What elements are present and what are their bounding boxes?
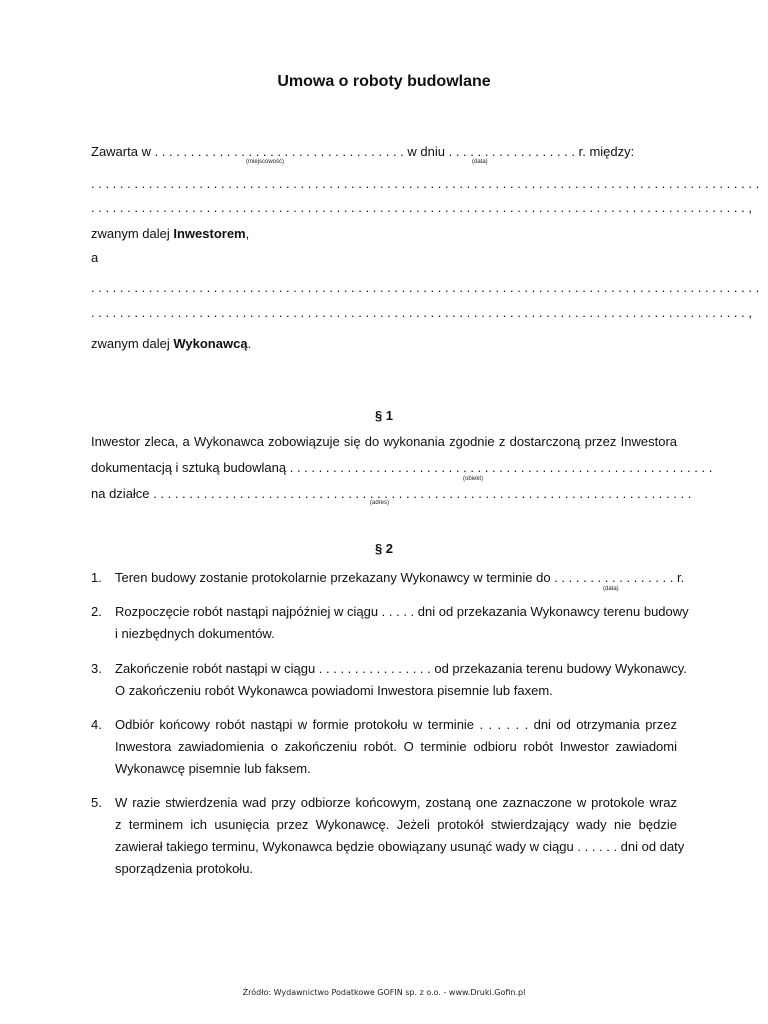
list-item-text: Rozpoczęcie robót nastąpi najpóźniej w ciągu . . . . . dni od przekazania Wykonawcy terenu budowy — [115, 604, 689, 619]
list-item-text: i niezbędnych dokumentów. — [115, 626, 275, 641]
date-caption: (data) — [472, 159, 488, 165]
list-item-text: O zakończeniu robót Wykonawca powiadomi Inwestora pisemnie lub faxem. — [115, 683, 553, 698]
contractor-dots-line-2: . . . . . . . . . . . . . . . . . . . . . . . . . . . . . . . . . . . . . . . . . . . . . . . . . . . . . . . . . . . . . . . . . . . . . . . . . . . . . . . . . . . . . . . . . . . , — [91, 305, 752, 320]
investor-dots-line-1: . . . . . . . . . . . . . . . . . . . . . . . . . . . . . . . . . . . . . . . . . . . . . . . . . . . . . . . . . . . . . . . . . . . . . . . . . . . . . . . . . . . . . . . . . . . . . — [91, 176, 760, 191]
list-item-text: W razie stwierdzenia wad przy odbiorze końcowym, zostaną one zaznaczone w protokole wraz — [115, 795, 677, 810]
contractor-designation — [91, 336, 251, 352]
list-item-number: 3. — [91, 661, 102, 676]
section-2-heading: § 2 — [374, 541, 394, 556]
list-item-text: Inwestora zawiadomienia o zakończeniu robót. O terminie odbioru robót Inwestor zawiadomi — [115, 739, 677, 754]
section-1-line-3: na działce . . . . . . . . . . . . . . . . . . . . . . . . . . . . . . . . . . . . . . . . . . . . . . . . . . . . . . . . . . . . . . . . . . . . . . . . . . . — [91, 486, 692, 501]
place-caption: (miejscowość) — [246, 159, 285, 165]
list-item-text: zawierał takiego terminu, Wykonawca będzie obowiązany usunąć wady w ciągu . . . . . . dni od daty — [115, 839, 685, 854]
list-item-text: z terminem ich usunięcia przez Wykonawcę. Jeżeli protokół stwierdzający wady nie będzie — [115, 817, 677, 832]
list-item-number: 4. — [91, 717, 102, 732]
date-caption: (data) — [603, 586, 619, 592]
investor-prefix: zwanym dalej — [91, 226, 174, 241]
list-item-text: Odbiór końcowy robót nastąpi w formie protokołu w terminie . . . . . . dni od otrzymania przez — [115, 717, 677, 732]
contractor-term: Wykonawcą — [173, 336, 248, 351]
investor-suffix: , — [245, 226, 250, 241]
section-1-line-2: dokumentacją i sztuką budowlaną . . . . . . . . . . . . . . . . . . . . . . . . . . . . . . . . . . . . . . . . . . . . . . . . . . . . . . . . . . . — [91, 460, 713, 475]
list-item-text: Zakończenie robót nastąpi w ciągu . . . . . . . . . . . . . . . . od przekazania terenu budowy Wykonawcy. — [115, 661, 687, 676]
investor-designation — [91, 226, 249, 242]
list-item-text: sporządzenia protokołu. — [115, 861, 254, 876]
contractor-suffix: . — [247, 336, 252, 351]
list-item-number: 1. — [91, 570, 102, 585]
contractor-prefix: zwanym dalej — [91, 336, 174, 351]
list-item-number: 5. — [91, 795, 102, 810]
contractor-dots-line-1: . . . . . . . . . . . . . . . . . . . . . . . . . . . . . . . . . . . . . . . . . . . . . . . . . . . . . . . . . . . . . . . . . . . . . . . . . . . . . . . . . . . . . . . . . . . . . — [91, 280, 760, 295]
investor-dots-line-2: . . . . . . . . . . . . . . . . . . . . . . . . . . . . . . . . . . . . . . . . . . . . . . . . . . . . . . . . . . . . . . . . . . . . . . . . . . . . . . . . . . . . . . . . . . . , — [91, 200, 752, 215]
object-caption: (obiekt) — [463, 476, 484, 482]
and-conjunction: a — [91, 250, 99, 265]
investor-term: Inwestorem — [173, 226, 246, 241]
list-item-text: Wykonawcę pisemnie lub faksem. — [115, 761, 311, 776]
list-item-text: Teren budowy zostanie protokolarnie przekazany Wykonawcy w terminie do . . . . . . . . . . . . . . . . . r. — [115, 570, 685, 585]
list-item-number: 2. — [91, 604, 102, 619]
section-1-line-1: Inwestor zleca, a Wykonawca zobowiązuje się do wykonania zgodnie z dostarczoną przez Inwestora — [91, 434, 677, 449]
source-footer: Źródło: Wydawnictwo Podatkowe GOFIN sp. z o.o. - www.Druki.Gofin.pl — [242, 988, 526, 997]
place-date-line: Zawarta w . . . . . . . . . . . . . . . . . . . . . . . . . . . . . . . . . . . w dniu . . . . . . . . . . . . . . . . . . r. między: — [91, 144, 635, 159]
section-1-heading: § 1 — [374, 408, 394, 423]
document-title: Umowa o roboty budowlane — [277, 73, 491, 90]
address-caption: (adres) — [370, 500, 390, 506]
